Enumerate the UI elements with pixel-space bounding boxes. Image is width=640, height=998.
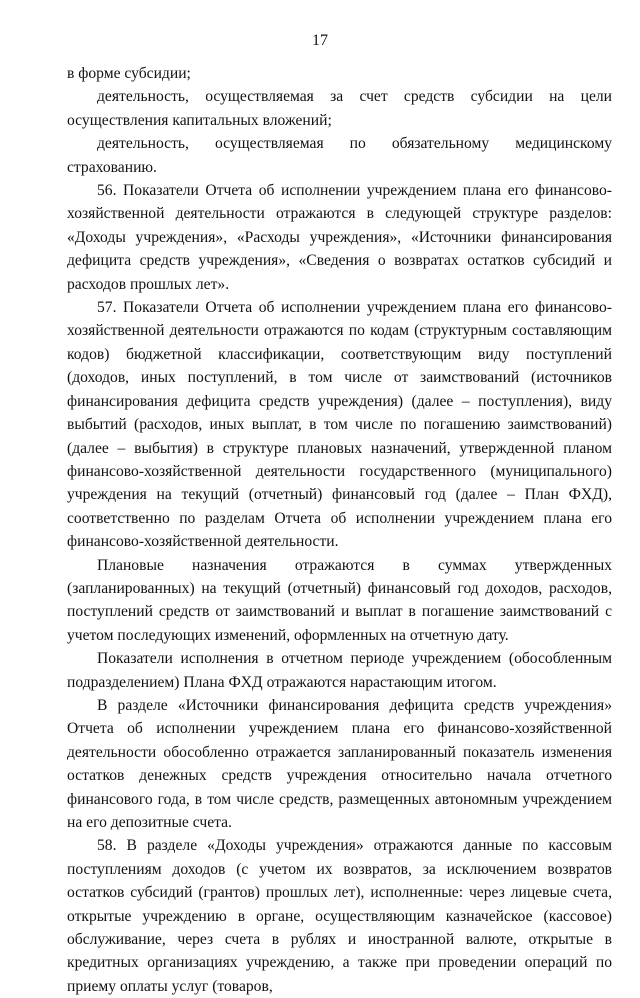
document-body [67,62,612,998]
paragraph: деятельность, осуществляемая за счет средств субсидии на цели осуществления капитальных вложений; [67,88,612,129]
paragraph-56: 56. Показатели Отчета об исполнении учреждением плана его финансово-хозяйственной деятельности отражаются в следующей структуре разделов: «Доходы учреждения», «Расходы учреждения», «Источники финансирования дефицита средств учреждения», «Сведения о возвратах остатков субсидий и расходов прошлых лет». [67,182,612,293]
paragraph: В разделе «Источники финансирования дефицита средств учреждения» Отчета об исполнении учреждением плана его финансово-хозяйственной деятельности обособленно отражается запланированный показатель изменения остатков денежных средств учреждения относительно начала отчетного финансового года, в том числе средств, размещенных автономным учреждением на его депозитные счета. [67,696,612,831]
paragraph-57: 57. Показатели Отчета об исполнении учреждением плана его финансово-хозяйственной деятельности отражаются по кодам (структурным составляющим кодов) бюджетной классификации, соответствующим виду поступлений (доходов, иных поступлений, в том числе от заимствований (источников финансирования дефицита средств учреждения) (далее – поступления), виду выбытий (расходов, иных выплат, в том числе по погашению заимствований) (далее – выбытия) в структуре плановых назначений, утвержденной планом финансово-хозяйственной деятельности государственного (муниципального) учреждения на текущий (отчетный) финансовый год (далее – План ФХД), соответственно по разделам Отчета об исполнении учреждением плана его финансово-хозяйственной деятельности. [67,299,612,551]
paragraph: деятельность, осуществляемая по обязательному медицинскому страхованию. [67,135,612,176]
paragraph: Плановые назначения отражаются в суммах утвержденных (запланированных) на текущий (отчетный) финансовый год доходов, расходов, поступлений средств от заимствований и выплат в погашение заимствований с учетом последующих изменений, оформленных на отчетную дату. [67,556,612,644]
paragraph-58: 58. В разделе «Доходы учреждения» отражаются данные по кассовым поступлениям доходов (с учетом их возвратов, за исключением возвратов остатков субсидий (грантов) прошлых лет), исполненные: через лицевые счета, открытые учреждению в органе, осуществляющим казначейское (кассовое) обслуживание, через счета в рублях и иностранной валюте, открытые в кредитных организациях учреждению, а также при проведении операций по приему оплаты услуг (товаров, [67,837,612,995]
paragraph: Показатели исполнения в отчетном периоде учреждением (обособленным подразделением) Плана ФХД отражаются нарастающим итогом. [67,650,612,691]
paragraph: в форме субсидии; [67,65,191,82]
page-number: 17 [312,32,328,49]
